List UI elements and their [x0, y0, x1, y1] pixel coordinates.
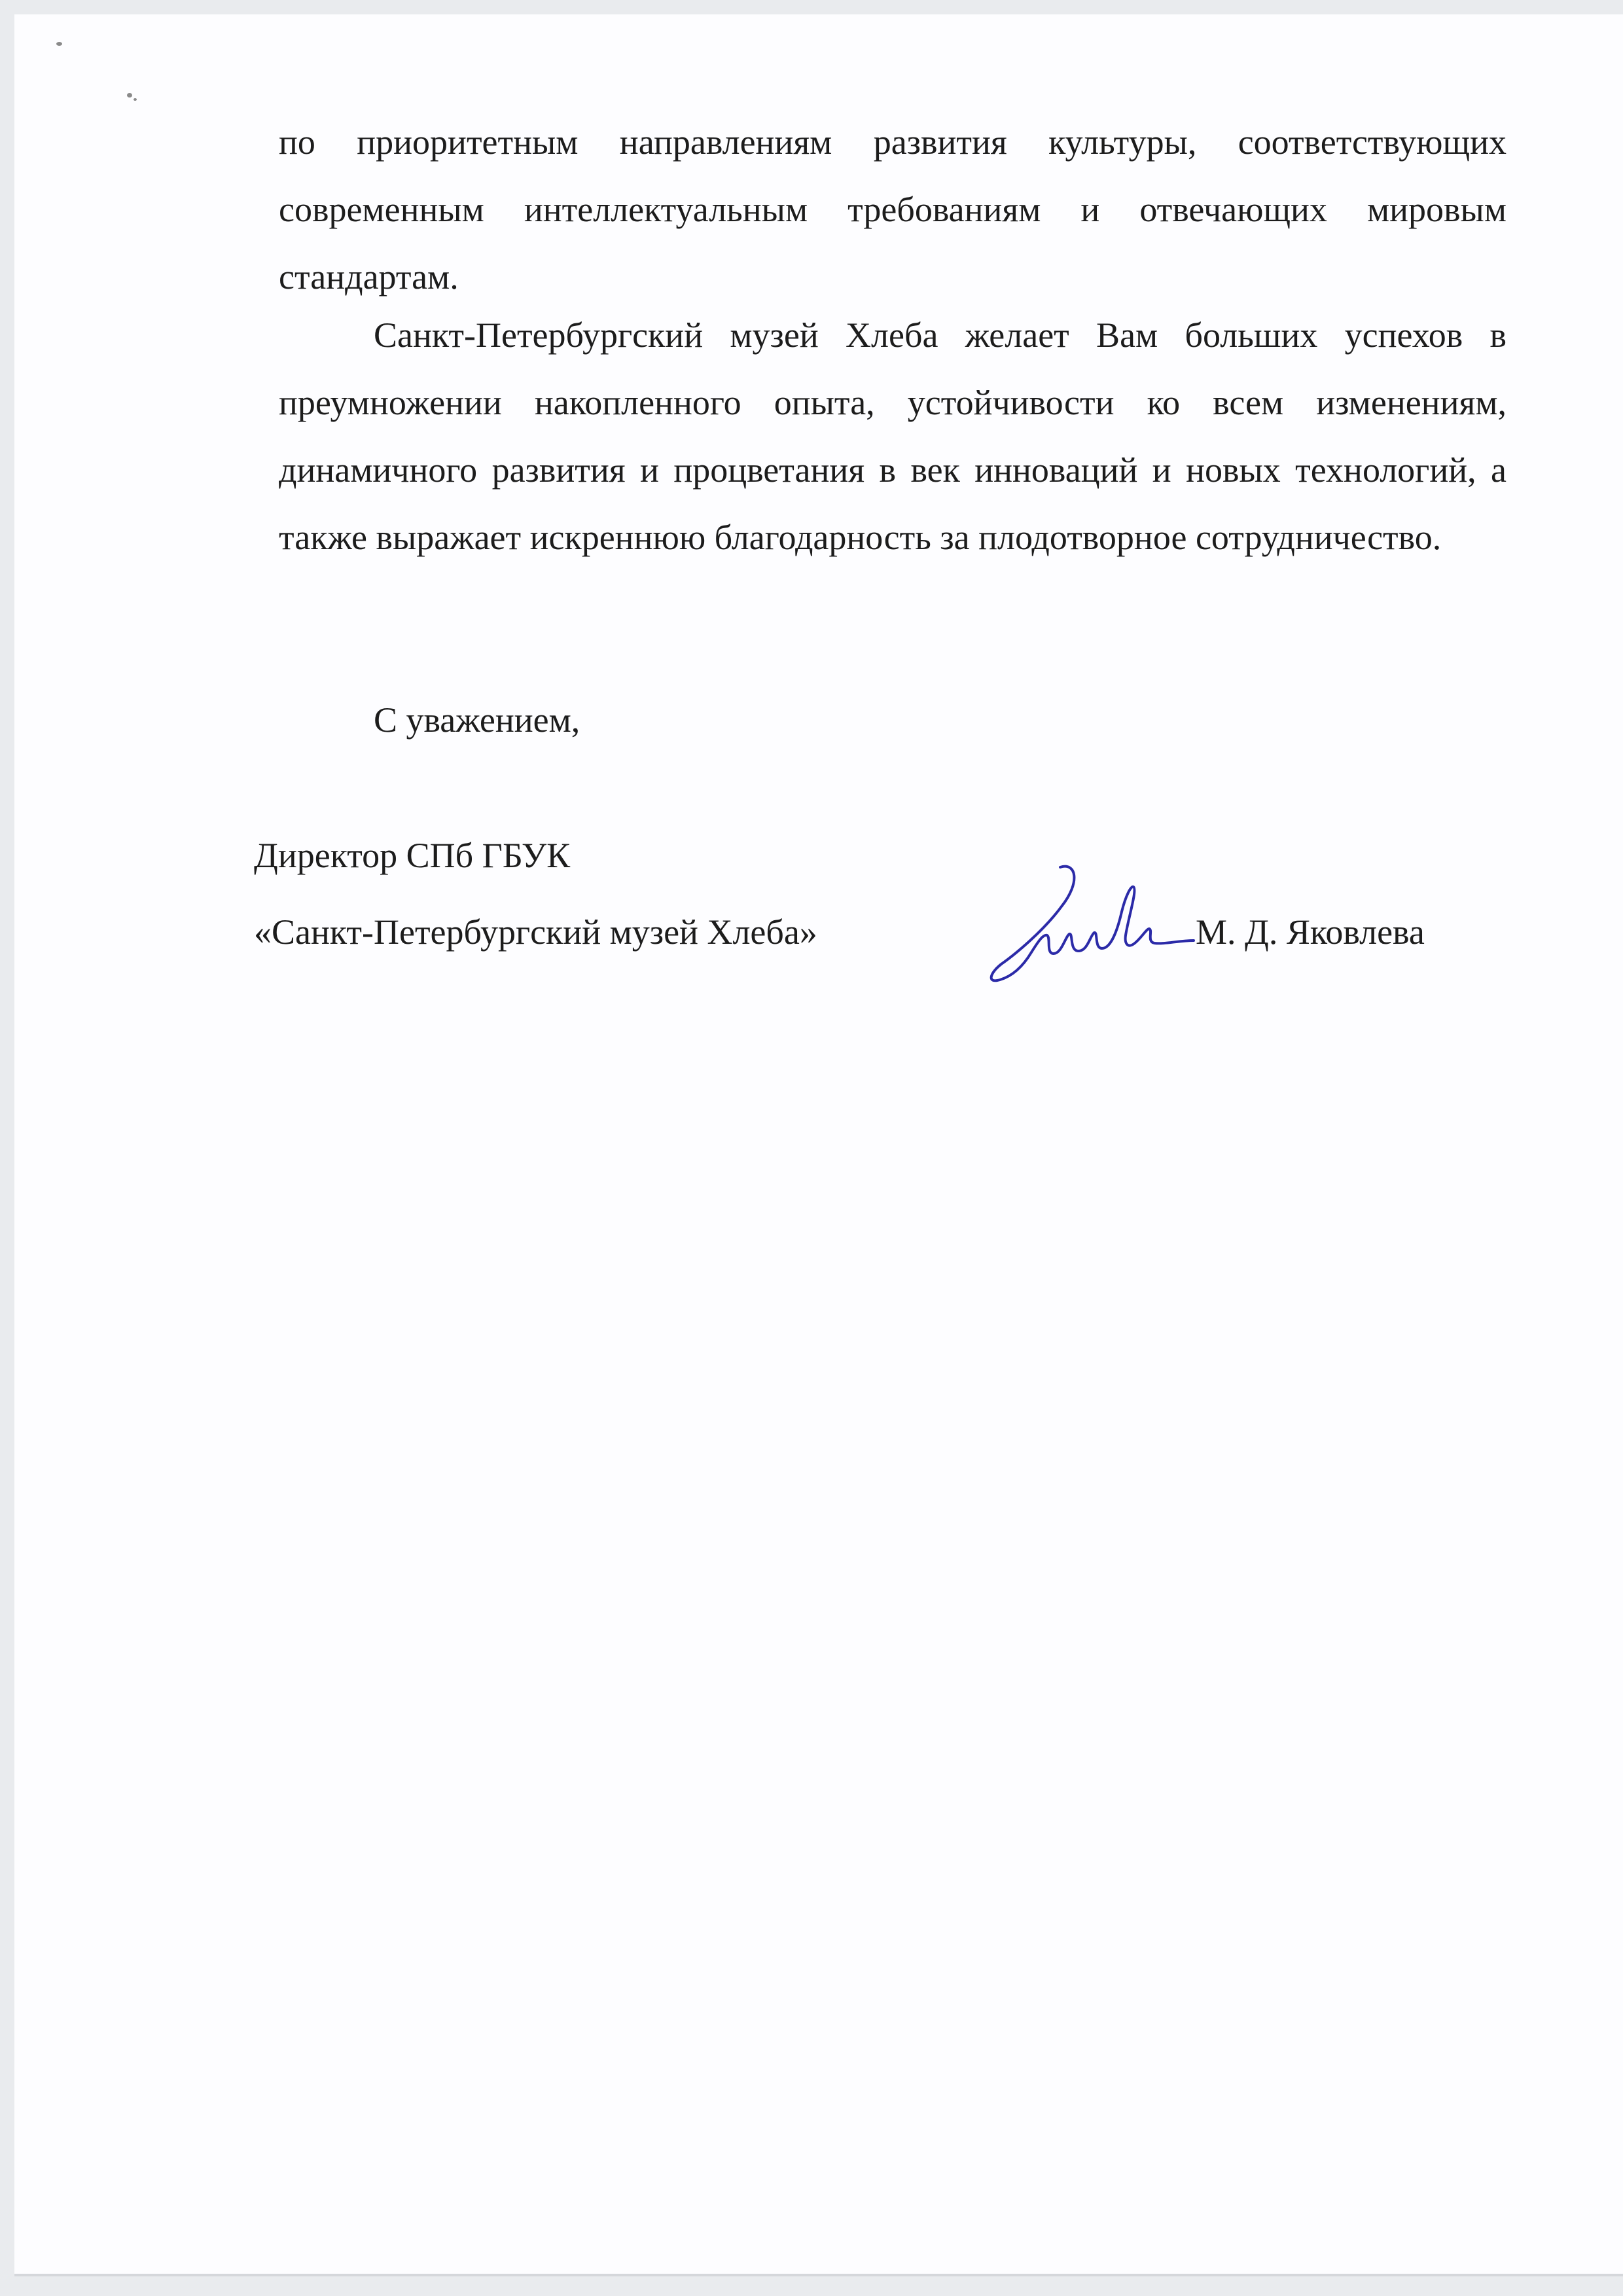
signatory-organization: «Санкт-Петербургский музей Хлеба» [254, 912, 817, 952]
page-bottom-edge [14, 2274, 1623, 2276]
signatory-position: Директор СПб ГБУК [254, 836, 571, 875]
scan-speck [56, 42, 62, 46]
signatory-name: М. Д. Яковлева [1196, 912, 1425, 952]
scan-speck [127, 93, 132, 98]
scan-speck [134, 98, 137, 101]
handwritten-signature [983, 855, 1199, 990]
closing-salutation: С уважением, [374, 700, 580, 740]
letter-page [14, 14, 1623, 2276]
body-paragraph-1: по приоритетным направлениям развития культуры, соответствующих современным интеллектуальным требованиям и отвечающих мировым стандартам. [279, 122, 1507, 296]
body-paragraph-2: Санкт-Петербургский музей Хлеба желает Вам больших успехов в преумножении накопленного опыта, устойчивости ко всем изменениям, динамичного развития и процветания в век инноваций и новых технологий, а также выражает искреннюю благодарность за плодотворное сотрудничество. [279, 315, 1507, 557]
